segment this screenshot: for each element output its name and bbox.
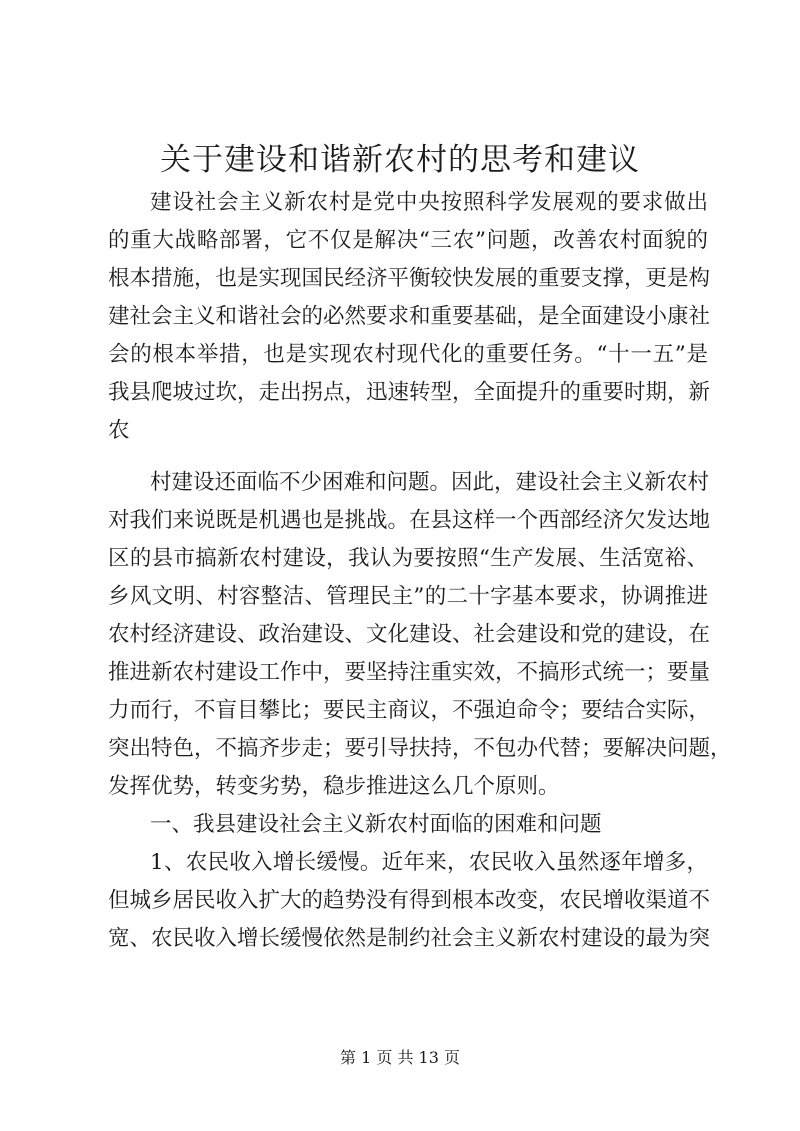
body-line: 会的根本举措，也是实现农村现代化的重要任务。“十一五”是 [108,342,708,367]
body-line: 对我们来说既是机遇也是挑战。在县这样一个西部经济欠发达地 [108,508,711,533]
body-line: 宽、农民收入增长缓慢依然是制约社会主义新农村建设的最为突 [108,926,711,951]
body-line: 推进新农村建设工作中，要坚持注重实效，不搞形式统一；要量 [108,660,711,685]
section-heading: 一、我县建设社会主义新农村面临的困难和问题 [150,812,602,837]
body-line: 突出特色，不搞齐步走；要引导扶持，不包办代替；要解决问题， [108,736,732,761]
body-line: 1、农民收入增长缓慢。近年来，农民收入虽然逐年增多， [150,850,708,875]
body-line: 乡风文明、村容整洁、管理民主”的二十字基本要求，协调推进 [108,584,708,609]
body-line: 建社会主义和谐社会的必然要求和重要基础，是全面建设小康社 [108,304,711,329]
body-line: 农村经济建设、政治建设、文化建设、社会建设和党的建设，在 [108,622,711,647]
body-line: 根本措施，也是实现国民经济平衡较快发展的重要支撑，更是构 [108,266,711,291]
body-line: 但城乡居民收入扩大的趋势没有得到根本改变，农民增收渠道不 [108,888,711,913]
body-line: 的重大战略部署，它不仅是解决“三农”问题，改善农村面貌的 [108,228,708,253]
page-number-footer: 第 1 页 共 13 页 [340,1048,460,1067]
body-line: 农 [108,418,130,443]
body-line: 村建设还面临不少困难和问题。因此，建设社会主义新农村 [150,470,710,495]
body-line: 我县爬坡过坎，走出拐点，迅速转型，全面提升的重要时期，新 [108,380,711,405]
document-title: 关于建设和谐新农村的思考和建议 [160,142,640,178]
body-line: 力而行，不盲目攀比；要民主商议，不强迫命令；要结合实际， [108,698,711,723]
body-line: 区的县市搞新农村建设，我认为要按照“生产发展、生活宽裕、 [108,546,708,571]
body-line: 发挥优势，转变劣势，稳步推进这么几个原则。 [108,774,560,799]
body-line: 建设社会主义新农村是党中央按照科学发展观的要求做出 [150,190,708,215]
